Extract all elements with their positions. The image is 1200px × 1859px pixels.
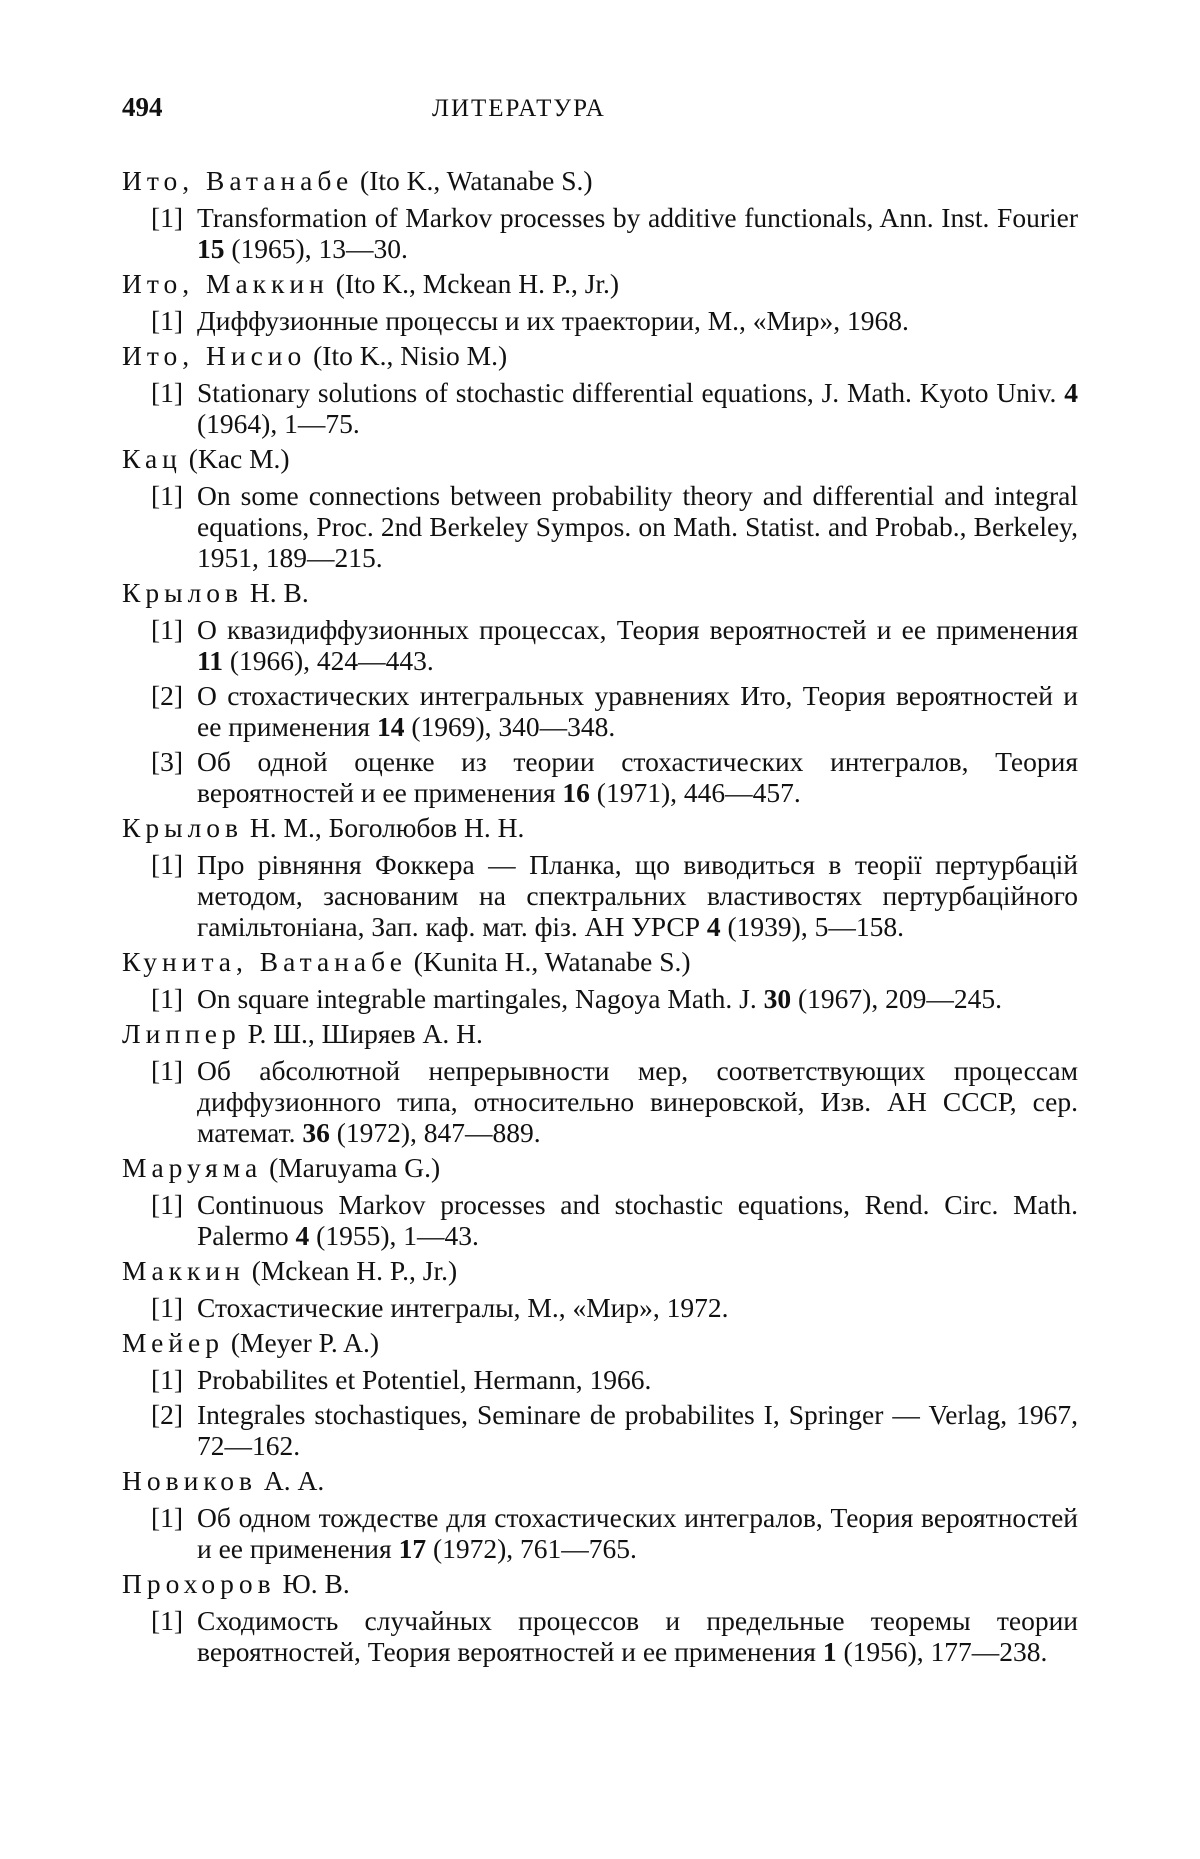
reference-number: [1] (151, 1292, 184, 1323)
author-details: Р. Ш., Ширяев А. Н. (240, 1018, 483, 1049)
reference-item (122, 746, 1085, 808)
reference-text: Об одном тождестве для стохастических интегралов, Теория вероятностей и ее применения (197, 1502, 1085, 1564)
bibliography-list (122, 164, 1085, 1667)
author-name: Маруяма (122, 1152, 263, 1183)
author-name: Кац (122, 443, 182, 474)
reference-tail: (1972), 847—889. (329, 1117, 541, 1148)
reference-item (122, 1502, 1085, 1564)
author-details: (Kunita H., Watanabe S.) (406, 946, 691, 977)
reference-tail: (1967), 209—245. (791, 983, 1002, 1014)
reference-text: Про рівняння Фоккера — Планка, що виводиться в теорії пертурбацій методом, заснованим на спектральних властивостях пертурбаційного гамільтоніана, Зап. каф. мат. фіз. АН УРСР (197, 849, 1085, 942)
reference-item (122, 1292, 1078, 1323)
book-page (122, 92, 1085, 1669)
bibliography-author (122, 1254, 1078, 1288)
author-details: Н. М., Боголюбов Н. Н. (243, 812, 525, 843)
author-name: Крылов (122, 812, 244, 843)
author-name: Маккин (122, 1255, 245, 1286)
reference-item (122, 480, 1085, 573)
reference-item (122, 377, 1078, 439)
bibliography-author (122, 339, 1078, 373)
reference-text: Диффузионные процессы и их траектории, М., «Мир», 1968. (197, 305, 909, 336)
bibliography-author (122, 1567, 1078, 1601)
reference-text: Probabilites et Potentiel, Hermann, 1966. (197, 1364, 652, 1395)
reference-text: On square integrable martingales, Nagoya Math. J. (197, 983, 764, 1014)
reference-volume: 14 (376, 711, 405, 742)
author-details: (Kac M.) (181, 443, 290, 474)
reference-volume: 16 (562, 777, 590, 808)
reference-volume: 15 (197, 233, 225, 264)
reference-number: [1] (151, 849, 184, 880)
reference-volume: 4 (706, 911, 721, 942)
author-details: (Ito K., Mckean H. P., Jr.) (328, 268, 620, 299)
reference-tail: (1971), 446—457. (589, 777, 801, 808)
author-details: (Ito K., Watanabe S.) (353, 165, 593, 196)
reference-item (122, 305, 1078, 336)
bibliography-author (122, 1017, 1078, 1051)
reference-text: Continuous Markov processes and stochastic equations, Rend. Circ. Math. Palermo (197, 1189, 1085, 1251)
reference-number: [1] (151, 1055, 184, 1086)
reference-number: [2] (151, 1399, 184, 1430)
reference-number: [1] (151, 202, 184, 233)
author-details: Ю. В. (275, 1568, 350, 1599)
bibliography-author (122, 811, 1078, 845)
reference-volume: 17 (398, 1533, 427, 1564)
reference-number: [1] (151, 377, 184, 408)
author-name: Новиков (122, 1465, 258, 1496)
reference-tail: (1972), 761—765. (426, 1533, 637, 1564)
reference-text: Стохастические интегралы, М., «Мир», 1972. (197, 1292, 729, 1323)
reference-item (122, 614, 1085, 676)
bibliography-author (122, 442, 1078, 476)
bibliography-author (122, 164, 1078, 198)
reference-volume: 30 (763, 983, 792, 1014)
reference-tail: (1969), 340—348. (404, 711, 616, 742)
reference-volume: 1 (822, 1636, 837, 1667)
reference-item (122, 202, 1085, 264)
page-header (122, 92, 1078, 152)
reference-item (122, 983, 1078, 1014)
reference-number: [1] (151, 614, 184, 645)
reference-tail: (1964), 1—75. (197, 408, 360, 439)
author-details: (Meyer P. A.) (223, 1327, 380, 1358)
author-name: Ито, Маккин (122, 268, 329, 299)
running-title: ЛИТЕРАТУРА (432, 95, 606, 122)
reference-tail: (1955), 1—43. (309, 1220, 479, 1251)
reference-volume: 11 (197, 645, 223, 676)
author-details: Н. В. (243, 577, 309, 608)
author-name: Мейер (122, 1327, 224, 1358)
reference-volume: 36 (302, 1117, 330, 1148)
author-name: Ито, Нисио (122, 340, 307, 371)
bibliography-author (122, 267, 1078, 301)
reference-volume: 4 (1064, 377, 1078, 408)
bibliography-author (122, 576, 1078, 610)
reference-number: [1] (151, 305, 184, 336)
reference-item (122, 1605, 1085, 1667)
reference-item (122, 680, 1085, 742)
page-number: 494 (122, 92, 163, 122)
reference-number: [1] (151, 480, 184, 511)
reference-tail: (1966), 424—443. (222, 645, 434, 676)
reference-text: Сходимость случайных процессов и предельные теоремы теории вероятностей, Теория вероятностей и ее применения (197, 1605, 1085, 1667)
reference-tail: (1956), 177—238. (836, 1636, 1048, 1667)
author-name: Кунита, Ватанабе (122, 946, 407, 977)
reference-text: On some connections between probability theory and differential and integral equations, Proc. 2nd Berkeley Sympos. on Math. Statist. and Probab., Berkeley, 1951, 189—215. (197, 480, 1085, 573)
reference-text: Integrales stochastiques, Seminare de probabilites I, Springer — Verlag, 1967, 72—162. (197, 1399, 1085, 1461)
reference-number: [1] (151, 983, 184, 1014)
reference-item (122, 1364, 1078, 1395)
reference-volume: 4 (295, 1220, 310, 1251)
author-name: Ито, Ватанабе (122, 165, 354, 196)
author-name: Прохоров (122, 1568, 276, 1599)
reference-item (122, 1189, 1085, 1251)
reference-number: [3] (151, 746, 184, 777)
reference-text: Stationary solutions of stochastic differential equations, J. Math. Kyoto Univ. (197, 377, 1065, 408)
reference-item (122, 1055, 1085, 1148)
reference-number: [2] (151, 680, 184, 711)
author-name: Крылов (122, 577, 244, 608)
reference-number: [1] (151, 1502, 184, 1533)
bibliography-author (122, 1464, 1078, 1498)
bibliography-author (122, 1326, 1078, 1360)
reference-text: О квазидиффузионных процессах, Теория вероятностей и ее применения (197, 614, 1085, 645)
author-details: (Mckean H. P., Jr.) (244, 1255, 458, 1286)
reference-text: О стохастических интегральных уравнениях Ито, Теория вероятностей и ее применения (197, 680, 1085, 742)
bibliography-author (122, 1151, 1078, 1185)
author-name: Липпер (122, 1018, 241, 1049)
reference-text: Transformation of Markov processes by additive functionals, Ann. Inst. Fourier (197, 202, 1085, 233)
author-details: (Maruyama G.) (262, 1152, 441, 1183)
bibliography-author (122, 945, 1078, 979)
reference-item (122, 1399, 1085, 1461)
reference-tail: (1965), 13—30. (224, 233, 408, 264)
author-details: (Ito K., Nisio M.) (306, 340, 508, 371)
reference-text: Об абсолютной непрерывности мер, соответствующих процессам диффузионного типа, относительно винеровской, Изв. АН СССР, сер. математ. (197, 1055, 1085, 1148)
reference-text: Об одной оценке из теории стохастических интегралов, Теория вероятностей и ее применения (197, 746, 1085, 808)
reference-number: [1] (151, 1189, 184, 1220)
reference-number: [1] (151, 1605, 184, 1636)
author-details: А. А. (257, 1465, 325, 1496)
reference-item (122, 849, 1085, 942)
reference-number: [1] (151, 1364, 184, 1395)
reference-tail: (1939), 5—158. (720, 911, 904, 942)
